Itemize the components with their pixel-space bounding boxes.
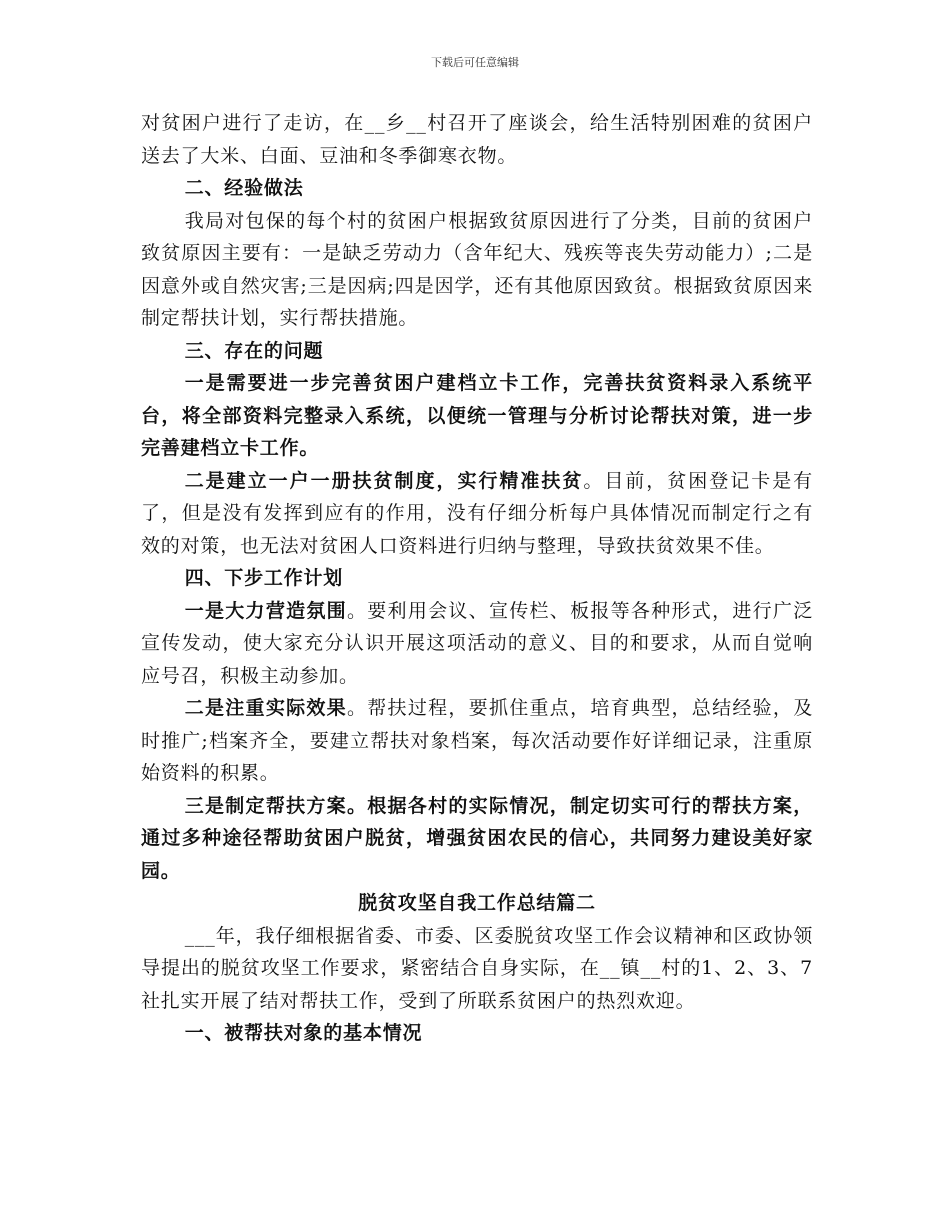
paragraph-visits: 对贫困户进行了走访，在__乡__村召开了座谈会，给生活特别困难的贫困户送去了大米、白面、豆油和冬季御寒衣物。 xyxy=(141,112,813,167)
paragraph-part-two-intro: ___年，我仔细根据省委、市委、区委脱贫攻坚工作会议精神和区政协领导提出的脱贫攻坚工作要求，紧密结合自身实际，在__镇__村的1、2、3、7社扎实开展了结对帮扶工作，受到了所联系贫困户的热烈欢迎。 xyxy=(141,924,813,1012)
heading-basic-situation: 一、被帮扶对象的基本情况 xyxy=(184,1022,423,1044)
page-header: 下载后可任意编辑 xyxy=(431,56,519,69)
paragraph-problem-two xyxy=(141,465,813,563)
section-title-part-two: 脱贫攻坚自我工作总结篇二 xyxy=(358,892,596,914)
problem-two-body: 。目前，贫困登记卡是有了，但是没有发挥到应有的作用，没有仔细分析每户具体情况而制定行之有效的对策，也无法对贫困人口资料进行归纳与整理，导致扶贫效果不佳。 xyxy=(141,469,813,557)
heading-problems: 三、存在的问题 xyxy=(184,339,324,362)
paragraph-plan-two xyxy=(141,692,813,790)
paragraph-experience: 我局对包保的每个村的贫困户根据致贫原因进行了分类，目前的贫困户致贫原因主要有：一是缺乏劳动力（含年纪大、残疾等丧失劳动能力）;二是因意外或自然灾害;三是因病;四是因学，还有其他原因致贫。根据致贫原因来制定帮扶计划，实行帮扶措施。 xyxy=(141,209,813,329)
plan-two-body: 。帮扶过程，要抓住重点，培育典型，总结经验，及时推广;档案齐全，要建立帮扶对象档案，每次活动要作好详细记录，注重原始资料的积累。 xyxy=(141,697,814,784)
heading-experience: 二、经验做法 xyxy=(184,177,304,199)
paragraph-problem-one: 一是需要进一步完善贫困户建档立卡工作，完善扶贫资料录入系统平台，将全部资料完整录入系统，以便统一管理与分析讨论帮扶对策，进一步完善建档立卡工作。 xyxy=(141,372,813,459)
plan-two-lead: 二是注重实际效果 xyxy=(184,697,347,719)
plan-one-body: 。要利用会议、宣传栏、板报等各种形式，进行广泛宣传发动，使大家充分认识开展这项活动的意义、目的和要求，从而自觉响应号召，积极主动参加。 xyxy=(141,599,814,687)
document-body xyxy=(141,107,813,1050)
heading-next-plan: 四、下步工作计划 xyxy=(184,567,344,589)
paragraph-plan-three: 三是制定帮扶方案。根据各村的实际情况，制定切实可行的帮扶方案，通过多种途径帮助贫困户脱贫，增强贫困农民的信心，共同努力建设美好家园。 xyxy=(141,794,813,882)
paragraph-plan-one xyxy=(141,595,813,693)
problem-two-lead: 二是建立一户一册扶贫制度，实行精准扶贫 xyxy=(184,469,584,492)
plan-one-lead: 一是大力营造氛围 xyxy=(184,599,347,622)
